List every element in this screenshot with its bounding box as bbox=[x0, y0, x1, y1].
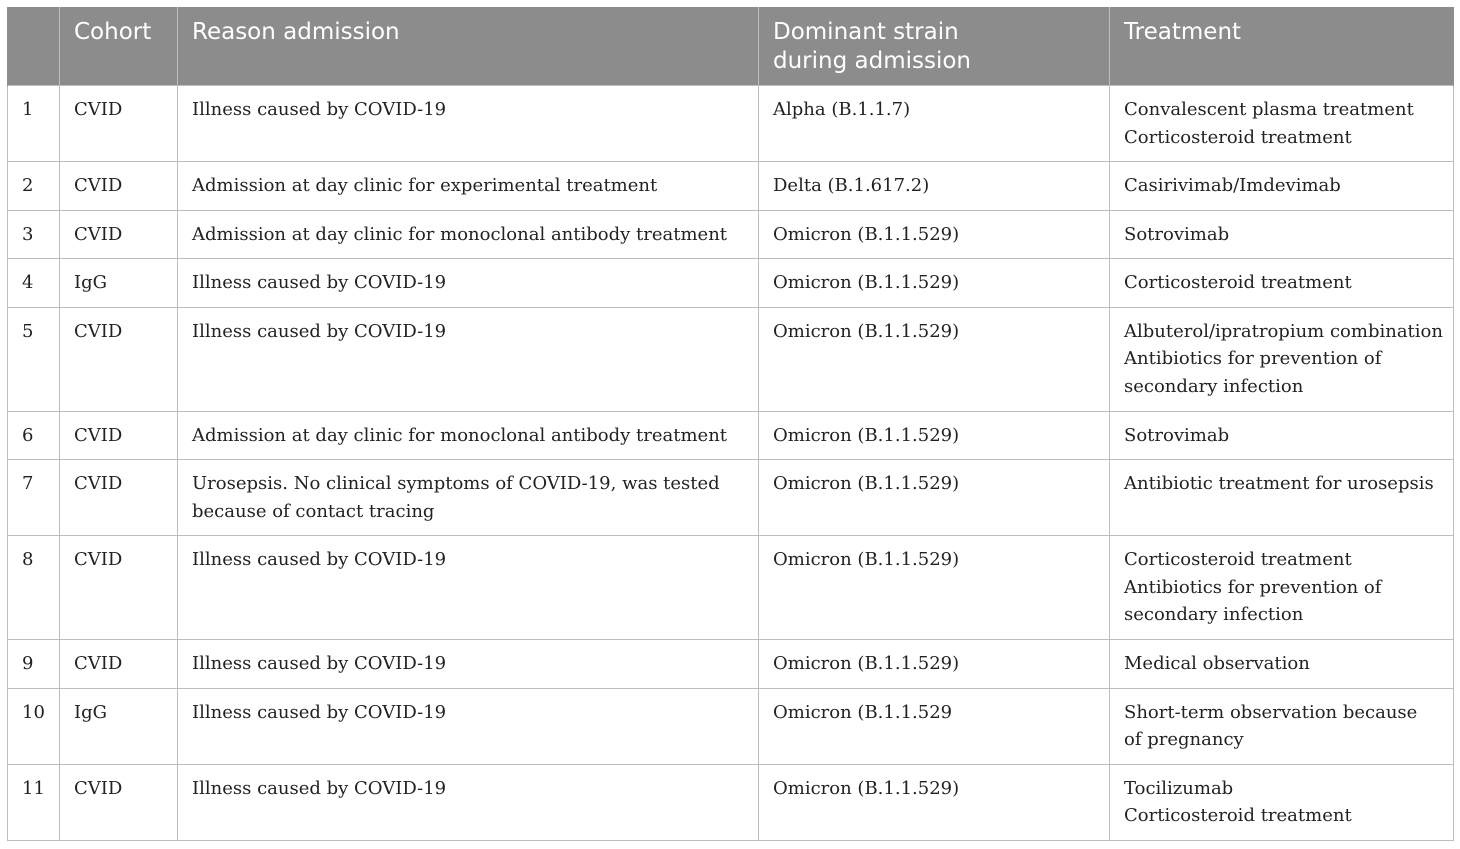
treatment-cell bbox=[1110, 210, 1454, 259]
reason-cell bbox=[178, 259, 759, 308]
table-row bbox=[8, 764, 1454, 840]
table-row bbox=[8, 259, 1454, 308]
table-body bbox=[8, 86, 1454, 841]
admission-table-container bbox=[7, 7, 1453, 841]
table-row bbox=[8, 307, 1454, 411]
reason-cell bbox=[178, 688, 759, 764]
reason-cell bbox=[178, 162, 759, 211]
treatment-cell bbox=[1110, 259, 1454, 308]
row-number-cell: 10 bbox=[8, 688, 60, 764]
strain-cell: Omicron (B.1.1.529) bbox=[759, 764, 1110, 840]
row-number-cell: 8 bbox=[8, 536, 60, 640]
treatment-cell bbox=[1110, 640, 1454, 689]
header-strain-line2: during admission bbox=[773, 48, 972, 74]
treatment-cell bbox=[1110, 764, 1454, 840]
treatment-line: Tocilizumab bbox=[1124, 777, 1234, 799]
table-row bbox=[8, 411, 1454, 460]
treatment-cell bbox=[1110, 536, 1454, 640]
reason-line: Urosepsis. No clinical symptoms of COVID-19, was tested bbox=[192, 473, 720, 494]
cohort-cell: CVID bbox=[60, 411, 178, 460]
treatment-line: Sotrovimab bbox=[1124, 223, 1230, 245]
reason-line: Illness caused by COVID-19 bbox=[192, 653, 447, 674]
treatment-cell bbox=[1110, 307, 1454, 411]
reason-line: Admission at day clinic for monoclonal antibody treatment bbox=[192, 223, 728, 245]
treatment-cell bbox=[1110, 162, 1454, 211]
reason-cell bbox=[178, 764, 759, 840]
reason-line: Illness caused by COVID-19 bbox=[192, 701, 447, 723]
reason-line: Illness caused by COVID-19 bbox=[192, 272, 447, 293]
header-row bbox=[8, 7, 1454, 86]
treatment-cell bbox=[1110, 411, 1454, 460]
header-strain-line1: Dominant strain bbox=[773, 19, 959, 45]
strain-cell: Omicron (B.1.1.529 bbox=[759, 688, 1110, 764]
treatment-line: Corticosteroid treatment bbox=[1124, 549, 1352, 570]
strain-cell: Omicron (B.1.1.529) bbox=[759, 460, 1110, 536]
treatment-line: Casirivimab/Imdevimab bbox=[1124, 175, 1341, 196]
reason-cell bbox=[178, 411, 759, 460]
row-number-cell: 4 bbox=[8, 259, 60, 308]
table-row bbox=[8, 536, 1454, 640]
cohort-cell: IgG bbox=[60, 688, 178, 764]
treatment-line: Corticosteroid treatment bbox=[1124, 272, 1352, 293]
table-row bbox=[8, 460, 1454, 536]
treatment-line: Short-term observation because bbox=[1124, 701, 1418, 723]
reason-line: Illness caused by COVID-19 bbox=[192, 99, 447, 120]
cohort-cell: CVID bbox=[60, 536, 178, 640]
treatment-cell bbox=[1110, 688, 1454, 764]
treatment-line: secondary infection bbox=[1124, 375, 1304, 397]
reason-line: Admission at day clinic for experimental treatment bbox=[192, 175, 658, 196]
strain-cell: Omicron (B.1.1.529) bbox=[759, 307, 1110, 411]
strain-cell: Delta (B.1.617.2) bbox=[759, 162, 1110, 211]
treatment-cell bbox=[1110, 86, 1454, 162]
table-row bbox=[8, 210, 1454, 259]
row-number-cell: 5 bbox=[8, 307, 60, 411]
strain-cell: Omicron (B.1.1.529) bbox=[759, 536, 1110, 640]
reason-cell bbox=[178, 210, 759, 259]
reason-cell bbox=[178, 536, 759, 640]
row-number-cell: 11 bbox=[8, 764, 60, 840]
reason-line: Admission at day clinic for monoclonal antibody treatment bbox=[192, 424, 728, 446]
admission-table bbox=[7, 7, 1454, 841]
cohort-cell: CVID bbox=[60, 86, 178, 162]
row-number-cell: 7 bbox=[8, 460, 60, 536]
row-number-cell: 6 bbox=[8, 411, 60, 460]
cohort-cell: CVID bbox=[60, 162, 178, 211]
treatment-cell bbox=[1110, 460, 1454, 536]
treatment-line: of pregnancy bbox=[1124, 729, 1244, 750]
reason-cell bbox=[178, 640, 759, 689]
header-cohort: Cohort bbox=[60, 7, 178, 86]
cohort-cell: CVID bbox=[60, 764, 178, 840]
reason-line: because of contact tracing bbox=[192, 500, 435, 522]
reason-line: Illness caused by COVID-19 bbox=[192, 777, 447, 799]
treatment-line: Medical observation bbox=[1124, 653, 1310, 674]
cohort-cell: CVID bbox=[60, 307, 178, 411]
strain-cell: Omicron (B.1.1.529) bbox=[759, 411, 1110, 460]
reason-cell bbox=[178, 86, 759, 162]
treatment-line: Sotrovimab bbox=[1124, 424, 1230, 446]
header-treatment: Treatment bbox=[1110, 7, 1454, 86]
header-reason: Reason admission bbox=[178, 7, 759, 86]
treatment-line: secondary infection bbox=[1124, 604, 1304, 625]
strain-cell: Alpha (B.1.1.7) bbox=[759, 86, 1110, 162]
row-number-cell: 1 bbox=[8, 86, 60, 162]
header-number bbox=[8, 7, 60, 86]
table-row bbox=[8, 640, 1454, 689]
table-row bbox=[8, 688, 1454, 764]
cohort-cell: CVID bbox=[60, 460, 178, 536]
treatment-line: Corticosteroid treatment bbox=[1124, 126, 1352, 148]
strain-cell: Omicron (B.1.1.529) bbox=[759, 640, 1110, 689]
treatment-line: Convalescent plasma treatment bbox=[1124, 99, 1414, 120]
strain-cell: Omicron (B.1.1.529) bbox=[759, 259, 1110, 308]
treatment-line: Albuterol/ipratropium combination bbox=[1124, 320, 1443, 342]
reason-line: Illness caused by COVID-19 bbox=[192, 320, 447, 342]
reason-line: Illness caused by COVID-19 bbox=[192, 549, 447, 570]
cohort-cell: IgG bbox=[60, 259, 178, 308]
treatment-line: Antibiotics for prevention of bbox=[1124, 576, 1382, 598]
treatment-line: Antibiotics for prevention of bbox=[1124, 348, 1382, 369]
table-row bbox=[8, 162, 1454, 211]
strain-cell: Omicron (B.1.1.529) bbox=[759, 210, 1110, 259]
row-number-cell: 3 bbox=[8, 210, 60, 259]
treatment-line: Corticosteroid treatment bbox=[1124, 805, 1352, 826]
table-header bbox=[8, 7, 1454, 86]
table-row bbox=[8, 86, 1454, 162]
row-number-cell: 9 bbox=[8, 640, 60, 689]
cohort-cell: CVID bbox=[60, 640, 178, 689]
reason-cell bbox=[178, 460, 759, 536]
header-strain bbox=[759, 7, 1110, 86]
reason-cell bbox=[178, 307, 759, 411]
row-number-cell: 2 bbox=[8, 162, 60, 211]
cohort-cell: CVID bbox=[60, 210, 178, 259]
treatment-line: Antibiotic treatment for urosepsis bbox=[1124, 473, 1434, 494]
